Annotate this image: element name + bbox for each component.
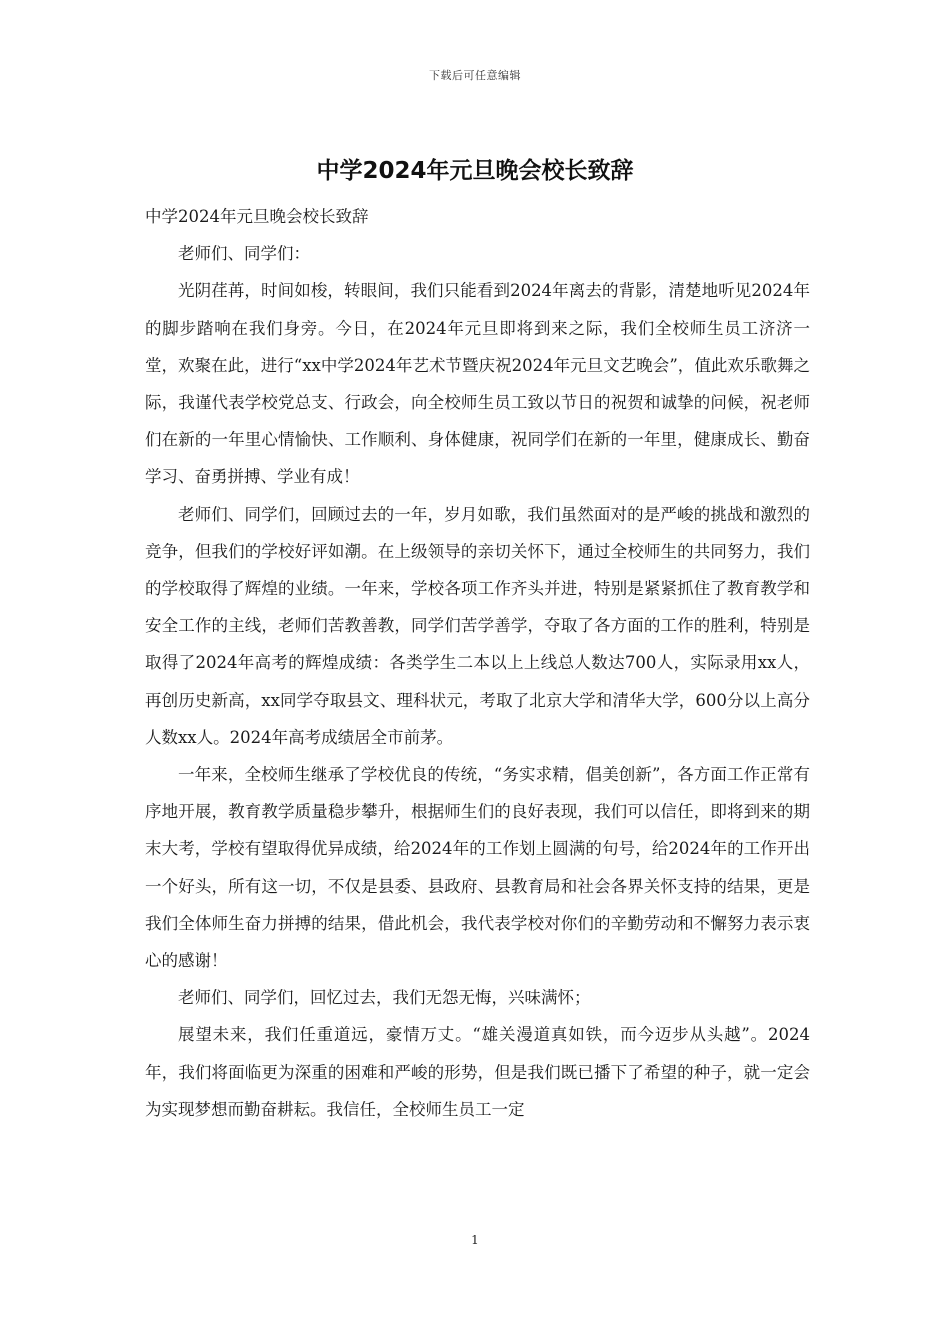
header-note: 下载后可任意编辑 bbox=[429, 69, 521, 82]
page-number: 1 bbox=[471, 1233, 479, 1247]
paragraph-opening: 光阴荏苒，时间如梭，转眼间，我们只能看到2024年离去的背影，清楚地听见2024年的脚步踏响在我们身旁。今日，在2024年元旦即将到来之际，我们全校师生员工济济一堂，欢聚在此，进行“xx中学2024年艺术节暨庆祝2024年元旦文艺晚会”，值此欢乐歌舞之际，我谨代表学校党总支、行政会，向全校师生员工致以节日的祝贺和诚挚的问候，祝老师们在新的一年里心情愉快、工作顺利、身体健康，祝同学们在新的一年里，健康成长、勤奋学习、奋勇拼搏、学业有成！ bbox=[145, 281, 810, 487]
paragraph-achievements: 一年来，全校师生继承了学校优良的传统，“务实求精，倡美创新”，各方面工作正常有序地开展，教育教学质量稳步攀升，根据师生们的良好表现，我们可以信任，即将到来的期末大考，学校有望取得优异成绩，给2024年的工作划上圆满的句号，给2024年的工作开出一个好头，所有这一切，不仅是县委、县政府、县教育局和社会各界关怀支持的结果，更是我们全体师生奋力拼搏的结果，借此机会，我代表学校对你们的辛勤劳动和不懈努力表示衷心的感谢！ bbox=[145, 765, 810, 971]
paragraph-review: 老师们、同学们，回顾过去的一年，岁月如歌，我们虽然面对的是严峻的挑战和激烈的竞争，但我们的学校好评如潮。在上级领导的亲切关怀下，通过全校师生的共同努力，我们的学校取得了辉煌的业绩。一年来，学校各项工作齐头并进，特别是紧紧抓住了教育教学和安全工作的主线，老师们苦教善教，同学们苦学善学，夺取了各方面的工作的胜利，特别是取得了2024年高考的辉煌成绩：各类学生二本以上上线总人数达700人，实际录用xx人，再创历史新高，xx同学夺取县文、理科状元，考取了北京大学和清华大学，600分以上高分人数xx人。2024年高考成绩居全市前茅。 bbox=[145, 504, 810, 747]
document-body bbox=[145, 198, 810, 1128]
subtitle-line: 中学2024年元旦晚会校长致辞 bbox=[145, 207, 369, 226]
paragraph-greeting: 老师们、同学们： bbox=[178, 244, 310, 264]
document-title: 中学2024年元旦晚会校长致辞 bbox=[316, 158, 634, 184]
paragraph-outlook: 展望未来，我们任重道远，豪情万丈。“雄关漫道真如铁，而今迈步从头越”。2024年，我们将面临更为深重的困难和严峻的形势，但是我们既已播下了希望的种子，就一定会为实现梦想而勤奋耕耘。我信任，全校师生员工一定 bbox=[145, 1025, 810, 1119]
paragraph-reflection: 老师们、同学们，回忆过去，我们无怨无悔，兴味满怀； bbox=[178, 988, 591, 1008]
